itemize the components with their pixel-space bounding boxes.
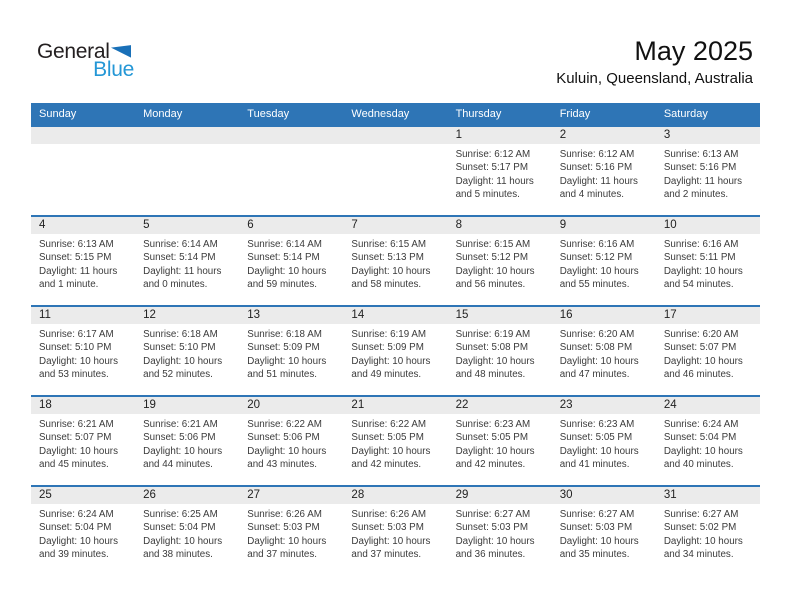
daylight-minutes-text: and 52 minutes. — [143, 368, 213, 380]
day-number: 28 — [343, 487, 447, 504]
day-number: 17 — [656, 307, 760, 324]
weekday-header-thursday: Thursday — [455, 108, 502, 120]
logo-bottom-row — [37, 60, 134, 81]
day-info — [448, 144, 552, 201]
sunset-text: Sunset: 5:14 PM — [143, 252, 216, 264]
logo-text-blue: Blue — [93, 58, 134, 81]
daylight-minutes-text: and 5 minutes. — [455, 188, 520, 200]
week-row — [31, 485, 760, 575]
day-info — [343, 414, 447, 471]
day-info — [135, 234, 239, 291]
day-cell-10 — [656, 217, 760, 305]
daylight-minutes-text: and 47 minutes. — [559, 368, 630, 380]
daylight-hours-text: Daylight: 10 hours — [143, 355, 223, 367]
empty-day-cell — [31, 127, 135, 215]
daylight-minutes-text: and 0 minutes. — [143, 278, 208, 290]
sunset-text: Sunset: 5:03 PM — [455, 522, 528, 534]
sunset-text: Sunset: 5:07 PM — [39, 432, 112, 444]
sunset-text: Sunset: 5:02 PM — [663, 522, 737, 534]
sunrise-text: Sunrise: 6:15 AM — [351, 239, 427, 250]
day-cell-28 — [343, 487, 447, 575]
sunset-text: Sunset: 5:17 PM — [455, 162, 528, 174]
day-info — [552, 144, 656, 201]
day-info — [448, 234, 552, 291]
daylight-hours-text: Daylight: 10 hours — [39, 355, 118, 367]
sunrise-text: Sunrise: 6:19 AM — [455, 329, 531, 340]
daylight-minutes-text: and 41 minutes. — [559, 458, 630, 470]
daylight-hours-text: Daylight: 10 hours — [559, 445, 639, 457]
day-cell-11 — [31, 307, 135, 395]
weekday-header-row — [31, 103, 760, 125]
sunrise-text: Sunrise: 6:22 AM — [351, 419, 427, 430]
day-info — [135, 414, 239, 471]
day-info — [343, 234, 447, 291]
logo-triangle-icon — [111, 44, 131, 59]
daylight-hours-text: Daylight: 10 hours — [143, 445, 223, 457]
day-cell-23 — [552, 397, 656, 485]
daylight-minutes-text: and 58 minutes. — [351, 278, 422, 290]
day-info — [135, 504, 239, 561]
daylight-hours-text: Daylight: 10 hours — [663, 535, 743, 547]
daylight-minutes-text: and 39 minutes. — [39, 548, 109, 560]
day-number: 7 — [343, 217, 447, 234]
day-number — [31, 127, 135, 144]
sunset-text: Sunset: 5:06 PM — [143, 432, 216, 444]
day-info — [239, 414, 343, 471]
day-number: 30 — [552, 487, 656, 504]
daylight-hours-text: Daylight: 10 hours — [663, 355, 743, 367]
daylight-minutes-text: and 1 minute. — [39, 278, 99, 290]
sunrise-text: Sunrise: 6:21 AM — [39, 419, 114, 430]
day-info — [552, 234, 656, 291]
sunrise-text: Sunrise: 6:27 AM — [559, 509, 635, 520]
week-row — [31, 305, 760, 395]
sunrise-text: Sunrise: 6:15 AM — [455, 239, 531, 250]
sunrise-text: Sunrise: 6:17 AM — [39, 329, 114, 340]
day-number: 29 — [448, 487, 552, 504]
week-row — [31, 215, 760, 305]
day-cell-8 — [448, 217, 552, 305]
day-cell-9 — [552, 217, 656, 305]
day-number: 18 — [31, 397, 135, 414]
sunrise-text: Sunrise: 6:18 AM — [143, 329, 218, 340]
week-row — [31, 395, 760, 485]
sunrise-text: Sunrise: 6:19 AM — [351, 329, 427, 340]
sunrise-text: Sunrise: 6:23 AM — [559, 419, 635, 430]
day-cell-18 — [31, 397, 135, 485]
day-number: 26 — [135, 487, 239, 504]
day-number: 21 — [343, 397, 447, 414]
week-row — [31, 125, 760, 215]
sunset-text: Sunset: 5:07 PM — [663, 342, 737, 354]
day-cell-20 — [239, 397, 343, 485]
day-cell-25 — [31, 487, 135, 575]
day-number: 3 — [656, 127, 760, 144]
daylight-hours-text: Daylight: 10 hours — [39, 535, 118, 547]
daylight-minutes-text: and 36 minutes. — [455, 548, 526, 560]
daylight-hours-text: Daylight: 10 hours — [247, 535, 327, 547]
daylight-hours-text: Daylight: 10 hours — [455, 265, 535, 277]
logo-text-general: General — [37, 40, 110, 63]
sunrise-text: Sunrise: 6:13 AM — [663, 149, 739, 160]
sunrise-text: Sunrise: 6:21 AM — [143, 419, 218, 430]
daylight-hours-text: Daylight: 10 hours — [351, 355, 431, 367]
day-number — [239, 127, 343, 144]
day-number — [135, 127, 239, 144]
daylight-hours-text: Daylight: 10 hours — [351, 535, 431, 547]
sunrise-text: Sunrise: 6:25 AM — [143, 509, 218, 520]
day-number: 2 — [552, 127, 656, 144]
day-cell-29 — [448, 487, 552, 575]
weekday-header-sunday: Sunday — [39, 108, 77, 120]
page-subtitle: Kuluin, Queensland, Australia — [556, 70, 753, 87]
day-number: 23 — [552, 397, 656, 414]
sunrise-text: Sunrise: 6:16 AM — [663, 239, 739, 250]
sunset-text: Sunset: 5:12 PM — [455, 252, 528, 264]
daylight-hours-text: Daylight: 11 hours — [663, 175, 743, 187]
daylight-minutes-text: and 4 minutes. — [559, 188, 624, 200]
day-cell-1 — [448, 127, 552, 215]
day-info — [656, 234, 760, 291]
daylight-minutes-text: and 45 minutes. — [39, 458, 109, 470]
daylight-minutes-text: and 34 minutes. — [663, 548, 734, 560]
general-blue-logo — [37, 40, 134, 81]
day-cell-7 — [343, 217, 447, 305]
sunset-text: Sunset: 5:10 PM — [143, 342, 216, 354]
day-info — [135, 324, 239, 381]
daylight-minutes-text: and 37 minutes. — [351, 548, 422, 560]
day-info — [448, 324, 552, 381]
day-number: 25 — [31, 487, 135, 504]
daylight-hours-text: Daylight: 10 hours — [39, 445, 118, 457]
sunset-text: Sunset: 5:12 PM — [559, 252, 633, 264]
daylight-hours-text: Daylight: 10 hours — [247, 445, 327, 457]
weekday-header-monday: Monday — [143, 108, 183, 120]
day-cell-31 — [656, 487, 760, 575]
day-cell-30 — [552, 487, 656, 575]
day-number: 4 — [31, 217, 135, 234]
sunrise-text: Sunrise: 6:12 AM — [455, 149, 531, 160]
calendar-table — [31, 103, 760, 575]
calendar-weeks — [31, 125, 760, 575]
daylight-minutes-text: and 42 minutes. — [455, 458, 526, 470]
sunrise-text: Sunrise: 6:26 AM — [247, 509, 322, 520]
daylight-minutes-text: and 54 minutes. — [663, 278, 734, 290]
sunset-text: Sunset: 5:10 PM — [39, 342, 112, 354]
weekday-header-saturday: Saturday — [663, 108, 708, 120]
title-block — [556, 37, 753, 87]
day-cell-16 — [552, 307, 656, 395]
day-cell-21 — [343, 397, 447, 485]
day-info — [656, 144, 760, 201]
day-number — [343, 127, 447, 144]
sunrise-text: Sunrise: 6:20 AM — [663, 329, 739, 340]
sunset-text: Sunset: 5:09 PM — [351, 342, 424, 354]
sunset-text: Sunset: 5:08 PM — [559, 342, 633, 354]
weekday-header-wednesday: Wednesday — [351, 108, 410, 120]
daylight-minutes-text: and 38 minutes. — [143, 548, 213, 560]
daylight-minutes-text: and 43 minutes. — [247, 458, 317, 470]
sunrise-text: Sunrise: 6:24 AM — [39, 509, 114, 520]
day-info — [552, 414, 656, 471]
day-number: 9 — [552, 217, 656, 234]
daylight-hours-text: Daylight: 10 hours — [247, 265, 327, 277]
empty-day-cell — [135, 127, 239, 215]
day-number: 24 — [656, 397, 760, 414]
sunrise-text: Sunrise: 6:14 AM — [143, 239, 218, 250]
day-number: 13 — [239, 307, 343, 324]
sunrise-text: Sunrise: 6:12 AM — [559, 149, 635, 160]
day-number: 10 — [656, 217, 760, 234]
daylight-hours-text: Daylight: 10 hours — [455, 355, 535, 367]
sunset-text: Sunset: 5:03 PM — [351, 522, 424, 534]
daylight-hours-text: Daylight: 11 hours — [39, 265, 118, 277]
day-number: 15 — [448, 307, 552, 324]
day-cell-12 — [135, 307, 239, 395]
daylight-hours-text: Daylight: 11 hours — [559, 175, 638, 187]
weekday-header-friday: Friday — [559, 108, 591, 120]
sunset-text: Sunset: 5:05 PM — [455, 432, 528, 444]
page-title: May 2025 — [634, 36, 753, 66]
day-info — [31, 234, 135, 291]
sunset-text: Sunset: 5:11 PM — [663, 252, 736, 264]
daylight-minutes-text: and 55 minutes. — [559, 278, 630, 290]
day-info — [31, 324, 135, 381]
sunrise-text: Sunrise: 6:16 AM — [559, 239, 635, 250]
sunset-text: Sunset: 5:16 PM — [559, 162, 633, 174]
sunset-text: Sunset: 5:04 PM — [663, 432, 737, 444]
daylight-minutes-text: and 53 minutes. — [39, 368, 109, 380]
day-cell-2 — [552, 127, 656, 215]
day-cell-22 — [448, 397, 552, 485]
sunrise-text: Sunrise: 6:27 AM — [455, 509, 531, 520]
day-number: 6 — [239, 217, 343, 234]
day-cell-4 — [31, 217, 135, 305]
day-cell-3 — [656, 127, 760, 215]
day-info — [239, 324, 343, 381]
daylight-minutes-text: and 37 minutes. — [247, 548, 317, 560]
sunrise-text: Sunrise: 6:23 AM — [455, 419, 531, 430]
daylight-minutes-text: and 59 minutes. — [247, 278, 317, 290]
sunset-text: Sunset: 5:04 PM — [39, 522, 112, 534]
daylight-minutes-text: and 44 minutes. — [143, 458, 213, 470]
sunrise-text: Sunrise: 6:18 AM — [247, 329, 322, 340]
sunset-text: Sunset: 5:03 PM — [247, 522, 320, 534]
day-cell-13 — [239, 307, 343, 395]
day-info — [31, 504, 135, 561]
sunrise-text: Sunrise: 6:14 AM — [247, 239, 322, 250]
day-cell-14 — [343, 307, 447, 395]
day-info — [552, 504, 656, 561]
weekday-header-tuesday: Tuesday — [247, 108, 290, 120]
day-number: 8 — [448, 217, 552, 234]
daylight-hours-text: Daylight: 11 hours — [455, 175, 534, 187]
day-info — [239, 234, 343, 291]
daylight-hours-text: Daylight: 10 hours — [559, 535, 639, 547]
daylight-hours-text: Daylight: 10 hours — [455, 445, 535, 457]
daylight-minutes-text: and 42 minutes. — [351, 458, 422, 470]
sunset-text: Sunset: 5:03 PM — [559, 522, 633, 534]
sunset-text: Sunset: 5:14 PM — [247, 252, 320, 264]
day-cell-27 — [239, 487, 343, 575]
day-info — [343, 504, 447, 561]
day-number: 20 — [239, 397, 343, 414]
day-number: 11 — [31, 307, 135, 324]
day-info — [656, 504, 760, 561]
day-cell-6 — [239, 217, 343, 305]
day-info — [448, 414, 552, 471]
daylight-hours-text: Daylight: 11 hours — [143, 265, 222, 277]
sunset-text: Sunset: 5:06 PM — [247, 432, 320, 444]
daylight-minutes-text: and 51 minutes. — [247, 368, 317, 380]
day-number: 1 — [448, 127, 552, 144]
day-info — [239, 504, 343, 561]
daylight-hours-text: Daylight: 10 hours — [663, 265, 743, 277]
day-number: 22 — [448, 397, 552, 414]
day-info — [343, 324, 447, 381]
day-info — [31, 414, 135, 471]
day-number: 19 — [135, 397, 239, 414]
daylight-hours-text: Daylight: 10 hours — [455, 535, 535, 547]
daylight-hours-text: Daylight: 10 hours — [351, 445, 431, 457]
daylight-hours-text: Daylight: 10 hours — [559, 265, 639, 277]
day-number: 16 — [552, 307, 656, 324]
empty-day-cell — [239, 127, 343, 215]
sunset-text: Sunset: 5:05 PM — [559, 432, 633, 444]
day-cell-19 — [135, 397, 239, 485]
day-cell-17 — [656, 307, 760, 395]
daylight-minutes-text: and 56 minutes. — [455, 278, 526, 290]
sunset-text: Sunset: 5:05 PM — [351, 432, 424, 444]
sunset-text: Sunset: 5:04 PM — [143, 522, 216, 534]
sunset-text: Sunset: 5:08 PM — [455, 342, 528, 354]
day-number: 5 — [135, 217, 239, 234]
daylight-minutes-text: and 35 minutes. — [559, 548, 630, 560]
daylight-hours-text: Daylight: 10 hours — [351, 265, 431, 277]
daylight-minutes-text: and 40 minutes. — [663, 458, 734, 470]
daylight-hours-text: Daylight: 10 hours — [559, 355, 639, 367]
day-info — [552, 324, 656, 381]
day-number: 27 — [239, 487, 343, 504]
day-cell-15 — [448, 307, 552, 395]
day-number: 14 — [343, 307, 447, 324]
sunset-text: Sunset: 5:13 PM — [351, 252, 424, 264]
sunset-text: Sunset: 5:16 PM — [663, 162, 737, 174]
daylight-minutes-text: and 48 minutes. — [455, 368, 526, 380]
day-info — [448, 504, 552, 561]
daylight-minutes-text: and 2 minutes. — [663, 188, 729, 200]
sunset-text: Sunset: 5:15 PM — [39, 252, 112, 264]
empty-day-cell — [343, 127, 447, 215]
day-number: 12 — [135, 307, 239, 324]
day-cell-5 — [135, 217, 239, 305]
day-cell-24 — [656, 397, 760, 485]
day-number: 31 — [656, 487, 760, 504]
sunrise-text: Sunrise: 6:13 AM — [39, 239, 114, 250]
day-info — [656, 414, 760, 471]
day-info — [656, 324, 760, 381]
daylight-minutes-text: and 46 minutes. — [663, 368, 734, 380]
sunrise-text: Sunrise: 6:26 AM — [351, 509, 427, 520]
sunrise-text: Sunrise: 6:24 AM — [663, 419, 739, 430]
daylight-hours-text: Daylight: 10 hours — [663, 445, 743, 457]
sunrise-text: Sunrise: 6:20 AM — [559, 329, 635, 340]
sunrise-text: Sunrise: 6:27 AM — [663, 509, 739, 520]
daylight-minutes-text: and 49 minutes. — [351, 368, 422, 380]
daylight-hours-text: Daylight: 10 hours — [143, 535, 223, 547]
day-cell-26 — [135, 487, 239, 575]
daylight-hours-text: Daylight: 10 hours — [247, 355, 327, 367]
sunrise-text: Sunrise: 6:22 AM — [247, 419, 322, 430]
sunset-text: Sunset: 5:09 PM — [247, 342, 320, 354]
